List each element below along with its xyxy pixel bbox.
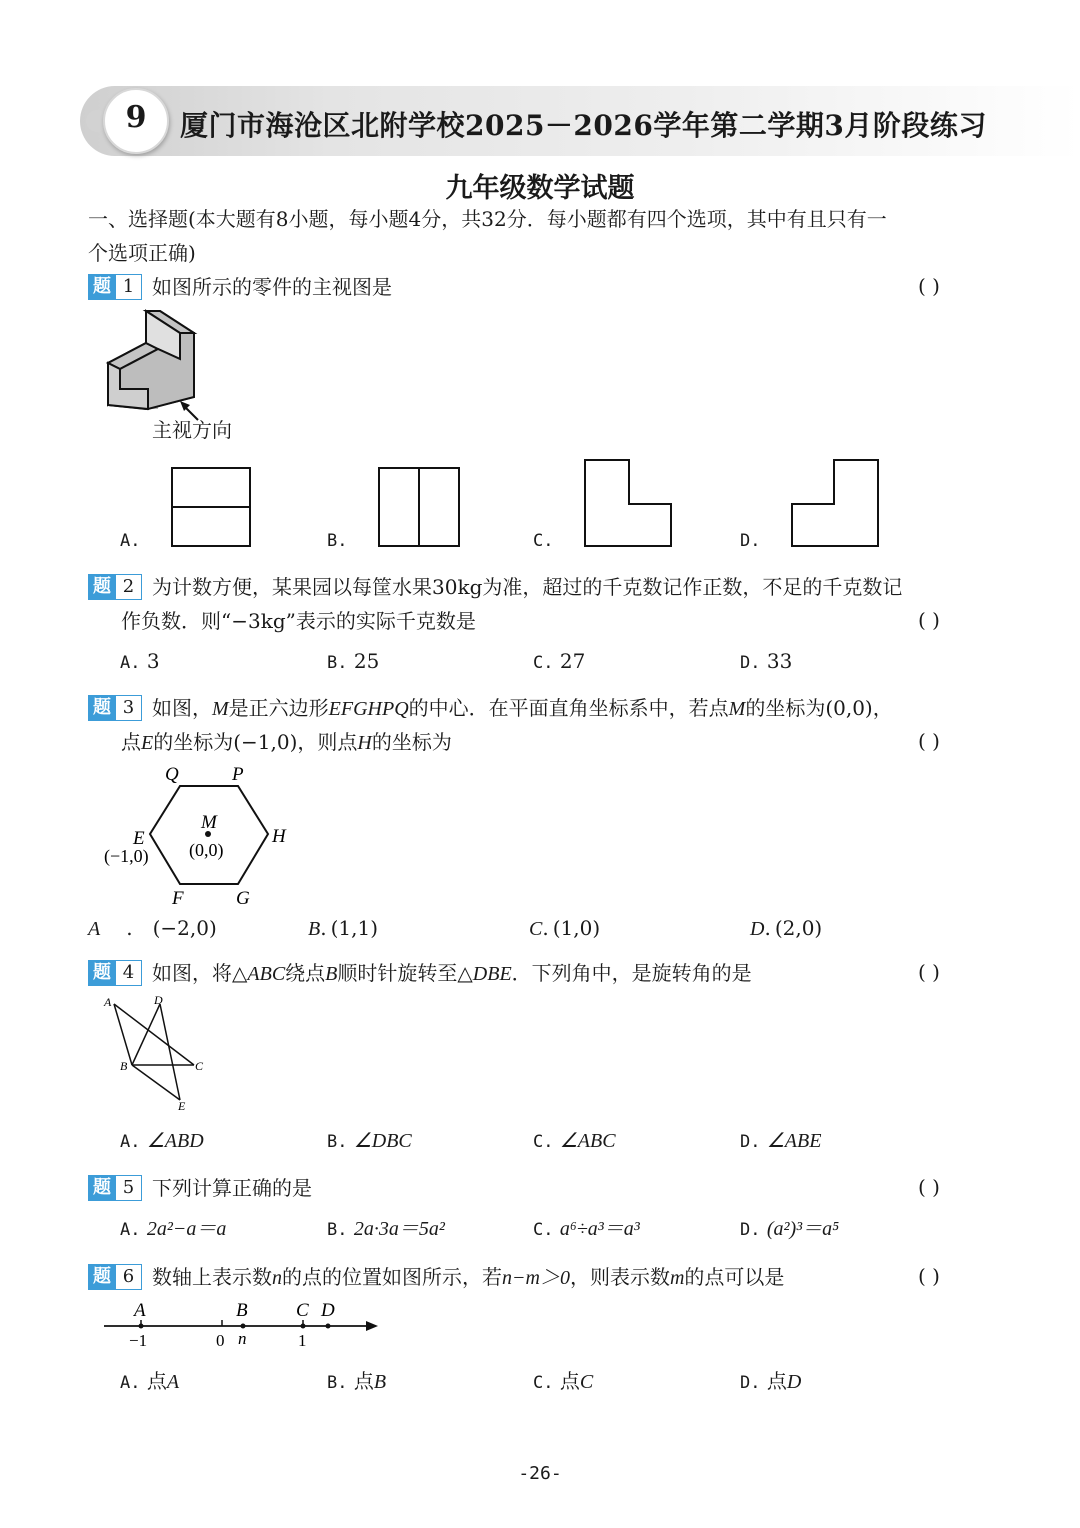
section-heading-line2: 个选项正确): [88, 241, 196, 265]
q6-option-d-point: D: [786, 1371, 802, 1393]
q3-t2: M: [212, 698, 229, 720]
q2-text-line1: 为计数方便，某果园以每筐水果30kg为准，超过的千克数记作正数，不足的千克数记: [152, 575, 903, 599]
label-d: D: [321, 1300, 335, 1321]
label-h: H: [272, 826, 286, 847]
q1-option-d-figure: [790, 458, 882, 550]
q4-option-d-value: ∠ABE: [766, 1130, 822, 1152]
page-number: -26-: [518, 1463, 562, 1484]
label-p: P: [232, 764, 244, 785]
q5-option-a: [120, 1215, 226, 1243]
label-e: E: [178, 1099, 186, 1113]
q3-t11: H: [357, 732, 372, 754]
q3-t7: 的坐标为(0,0)，: [745, 696, 893, 720]
q4-option-c-value: ∠ABC: [559, 1130, 616, 1152]
q5-option-d-label: D.: [740, 1220, 761, 1240]
q6-t6: m: [669, 1267, 685, 1289]
q6-t1: 数轴上表示数: [152, 1265, 272, 1289]
q5-option-c-label: C.: [533, 1220, 554, 1240]
q4-t1: 如图，将△: [152, 961, 248, 985]
q3-text-line1: [152, 695, 893, 722]
q6-option-c-point: C: [579, 1371, 594, 1393]
q4-option-b: [327, 1127, 412, 1155]
q2-option-a-label: A.: [120, 653, 141, 673]
q3-option-a: [88, 915, 217, 942]
q6-option-c-value: 点: [559, 1369, 580, 1393]
tag-number: 2: [116, 574, 142, 600]
q2-option-b-value: 25: [353, 649, 380, 673]
label-f: F: [172, 888, 184, 909]
q6-option-b-point: B: [373, 1371, 387, 1393]
q1-option-a-figure: [170, 466, 254, 550]
q4-t2: ABC: [247, 963, 286, 985]
q4-option-b-label: B.: [327, 1132, 348, 1152]
tag-label: 题: [88, 274, 116, 300]
q6-option-d-label: D.: [740, 1373, 761, 1393]
q1-option-c-figure: [583, 458, 675, 550]
q1-option-d-label: D.: [740, 531, 761, 551]
q4-t3: 绕点: [285, 961, 326, 985]
tag-number: 3: [116, 695, 142, 721]
tag-number: 1: [116, 274, 142, 300]
q5-text: 下列计算正确的是: [152, 1176, 312, 1200]
axis-arrow: [366, 1321, 378, 1331]
tag-number: 4: [116, 960, 142, 986]
q5-option-b: [327, 1215, 445, 1243]
q3-option-b-dot: .: [320, 916, 327, 940]
q6-option-a-value: 点: [146, 1369, 167, 1393]
q6-option-d: [740, 1368, 801, 1396]
q1-text: 如图所示的零件的主视图是: [152, 275, 392, 299]
q6-option-c: [533, 1368, 593, 1396]
q5-option-c-value: a⁶÷a³＝a³: [559, 1218, 640, 1240]
q4-option-b-value: ∠DBC: [353, 1130, 412, 1152]
q1-option-a-label: A.: [120, 531, 141, 551]
q5-option-a-value: 2a²−a＝a: [146, 1218, 227, 1240]
q6-text: [152, 1264, 784, 1291]
question-tag-4: [88, 960, 142, 986]
q4-option-c: [533, 1127, 616, 1155]
q4-t6: DBE: [472, 963, 512, 985]
q3-option-d-value: (2,0): [774, 916, 823, 940]
q4-text: [152, 960, 752, 987]
q6-t2: n: [272, 1267, 282, 1289]
q4-answer-paren: ( ): [918, 960, 940, 984]
q2-option-a: [120, 648, 160, 676]
q6-option-d-value: 点: [766, 1369, 787, 1393]
label-e-coord: (−1,0): [104, 846, 149, 866]
q6-option-c-label: C.: [533, 1373, 554, 1393]
q3-option-c-value: (1,0): [552, 916, 601, 940]
q5-option-a-label: A.: [120, 1220, 141, 1240]
question-tag-1: [88, 274, 142, 300]
q6-t3: 的点的位置如图所示，若: [282, 1265, 502, 1289]
q3-t8: 点: [121, 730, 141, 754]
q3-option-d-label: D: [750, 918, 765, 940]
q3-option-b: [308, 915, 378, 942]
q1-part-figure: [100, 305, 210, 425]
q3-text-line2: [121, 729, 452, 756]
exam-subtitle: 九年级数学试题: [445, 173, 635, 204]
q4-rotation-figure: [100, 992, 220, 1114]
q3-option-d-dot: .: [764, 916, 771, 940]
q3-option-a-value: (−2,0): [152, 916, 217, 940]
label-c: C: [195, 1059, 204, 1073]
q2-option-b-label: B.: [327, 653, 348, 673]
section-heading-line1: 一、选择题(本大题有8小题，每小题4分，共32分．每小题都有四个选项，其中有且只有一: [88, 207, 887, 231]
q6-t7: 的点可以是: [684, 1265, 785, 1289]
q3-option-d: [750, 915, 822, 942]
q3-hexagon-figure: [100, 760, 300, 910]
question-tag-3: [88, 695, 142, 721]
q3-option-c-dot: .: [542, 916, 549, 940]
q1-option-b-figure: [377, 466, 463, 550]
q3-option-c: [529, 915, 600, 942]
q4-t7: ．下列角中，是旋转角的是: [511, 961, 752, 985]
q4-option-d-label: D.: [740, 1132, 761, 1152]
q2-text-line2: 作负数．则“−3kg”表示的实际千克数是: [121, 609, 476, 633]
q6-t4: n−m＞0: [502, 1267, 570, 1289]
q5-option-b-label: B.: [327, 1220, 348, 1240]
q3-answer-paren: ( ): [918, 729, 940, 753]
q2-option-c: [533, 648, 585, 676]
q3-option-b-value: (1,1): [330, 916, 378, 940]
label-m: M: [201, 812, 217, 833]
q1-answer-paren: ( ): [918, 274, 940, 298]
q6-option-a-point: A: [166, 1371, 180, 1393]
q1-option-b-label: B.: [327, 531, 348, 551]
tick-n: n: [238, 1329, 247, 1348]
q4-t5: 顺时针旋转至△: [337, 961, 473, 985]
q6-number-line: [100, 1296, 390, 1356]
exam-number: 9: [125, 100, 147, 135]
q4-option-c-label: C.: [533, 1132, 554, 1152]
tick-one: 1: [298, 1331, 307, 1350]
q4-option-a-label: A.: [120, 1132, 141, 1152]
q5-option-d: [740, 1215, 839, 1243]
q2-option-b: [327, 648, 379, 676]
label-a: A: [134, 1300, 146, 1321]
q2-option-c-label: C.: [533, 653, 554, 673]
label-q: Q: [165, 764, 179, 785]
tag-label: 题: [88, 695, 116, 721]
q3-option-a-dot: .: [126, 916, 133, 940]
question-tag-6: [88, 1264, 142, 1290]
tag-label: 题: [88, 1264, 116, 1290]
label-g: G: [236, 888, 250, 909]
q1-view-label: 主视方向: [152, 418, 232, 442]
q2-option-d-label: D.: [740, 653, 761, 673]
question-tag-5: [88, 1175, 142, 1201]
q2-option-d: [740, 648, 792, 676]
q2-option-d-value: 33: [766, 649, 793, 673]
q5-option-c: [533, 1215, 640, 1243]
q3-t1: 如图，: [152, 696, 212, 720]
q6-option-b-label: B.: [327, 1373, 348, 1393]
q3-option-a-label: A: [88, 918, 101, 940]
q5-option-b-value: 2a·3a＝5a²: [353, 1218, 445, 1240]
q6-answer-paren: ( ): [918, 1264, 940, 1288]
tick-minus1: −1: [129, 1331, 148, 1350]
label-c: C: [296, 1300, 309, 1321]
q6-option-a: [120, 1368, 179, 1396]
q5-answer-paren: ( ): [918, 1175, 940, 1199]
tag-number: 5: [116, 1175, 142, 1201]
q2-option-a-value: 3: [146, 649, 160, 673]
label-b: B: [120, 1059, 128, 1073]
q3-t9: E: [141, 732, 154, 754]
q3-t5: 的中心．在平面直角坐标系中，若点: [408, 696, 729, 720]
q4-option-d: [740, 1127, 821, 1155]
q3-option-b-label: B: [308, 918, 321, 940]
label-b: B: [236, 1300, 248, 1321]
q5-option-d-value: (a²)³＝a⁵: [766, 1218, 840, 1240]
tag-label: 题: [88, 574, 116, 600]
tag-number: 6: [116, 1264, 142, 1290]
q3-t12: 的坐标为: [371, 730, 452, 754]
q6-option-b-value: 点: [353, 1369, 374, 1393]
label-a: A: [104, 995, 112, 1009]
label-m-coord: (0,0): [189, 840, 224, 860]
q4-option-a-value: ∠ABD: [146, 1130, 204, 1152]
q4-t4: B: [325, 963, 338, 985]
q3-option-c-label: C: [529, 918, 543, 940]
tag-label: 题: [88, 960, 116, 986]
tick-zero: 0: [216, 1331, 225, 1350]
q2-option-c-value: 27: [559, 649, 586, 673]
label-e: E: [133, 828, 145, 849]
q6-option-b: [327, 1368, 386, 1396]
q4-option-a: [120, 1127, 204, 1155]
label-d: D: [154, 993, 163, 1007]
question-tag-2: [88, 574, 142, 600]
q3-t4: EFGHPQ: [328, 698, 409, 720]
q3-t6: M: [728, 698, 746, 720]
exam-title: 厦门市海沧区北附学校2025－2026学年第二学期3月阶段练习: [180, 109, 987, 142]
q2-answer-paren: ( ): [918, 608, 940, 632]
q3-t3: 是正六边形: [228, 696, 329, 720]
q6-option-a-label: A.: [120, 1373, 141, 1393]
tag-label: 题: [88, 1175, 116, 1201]
q3-t10: 的坐标为(−1,0)，则点: [153, 730, 358, 754]
q1-option-c-label: C.: [533, 531, 554, 551]
q6-t5: ，则表示数: [569, 1265, 670, 1289]
